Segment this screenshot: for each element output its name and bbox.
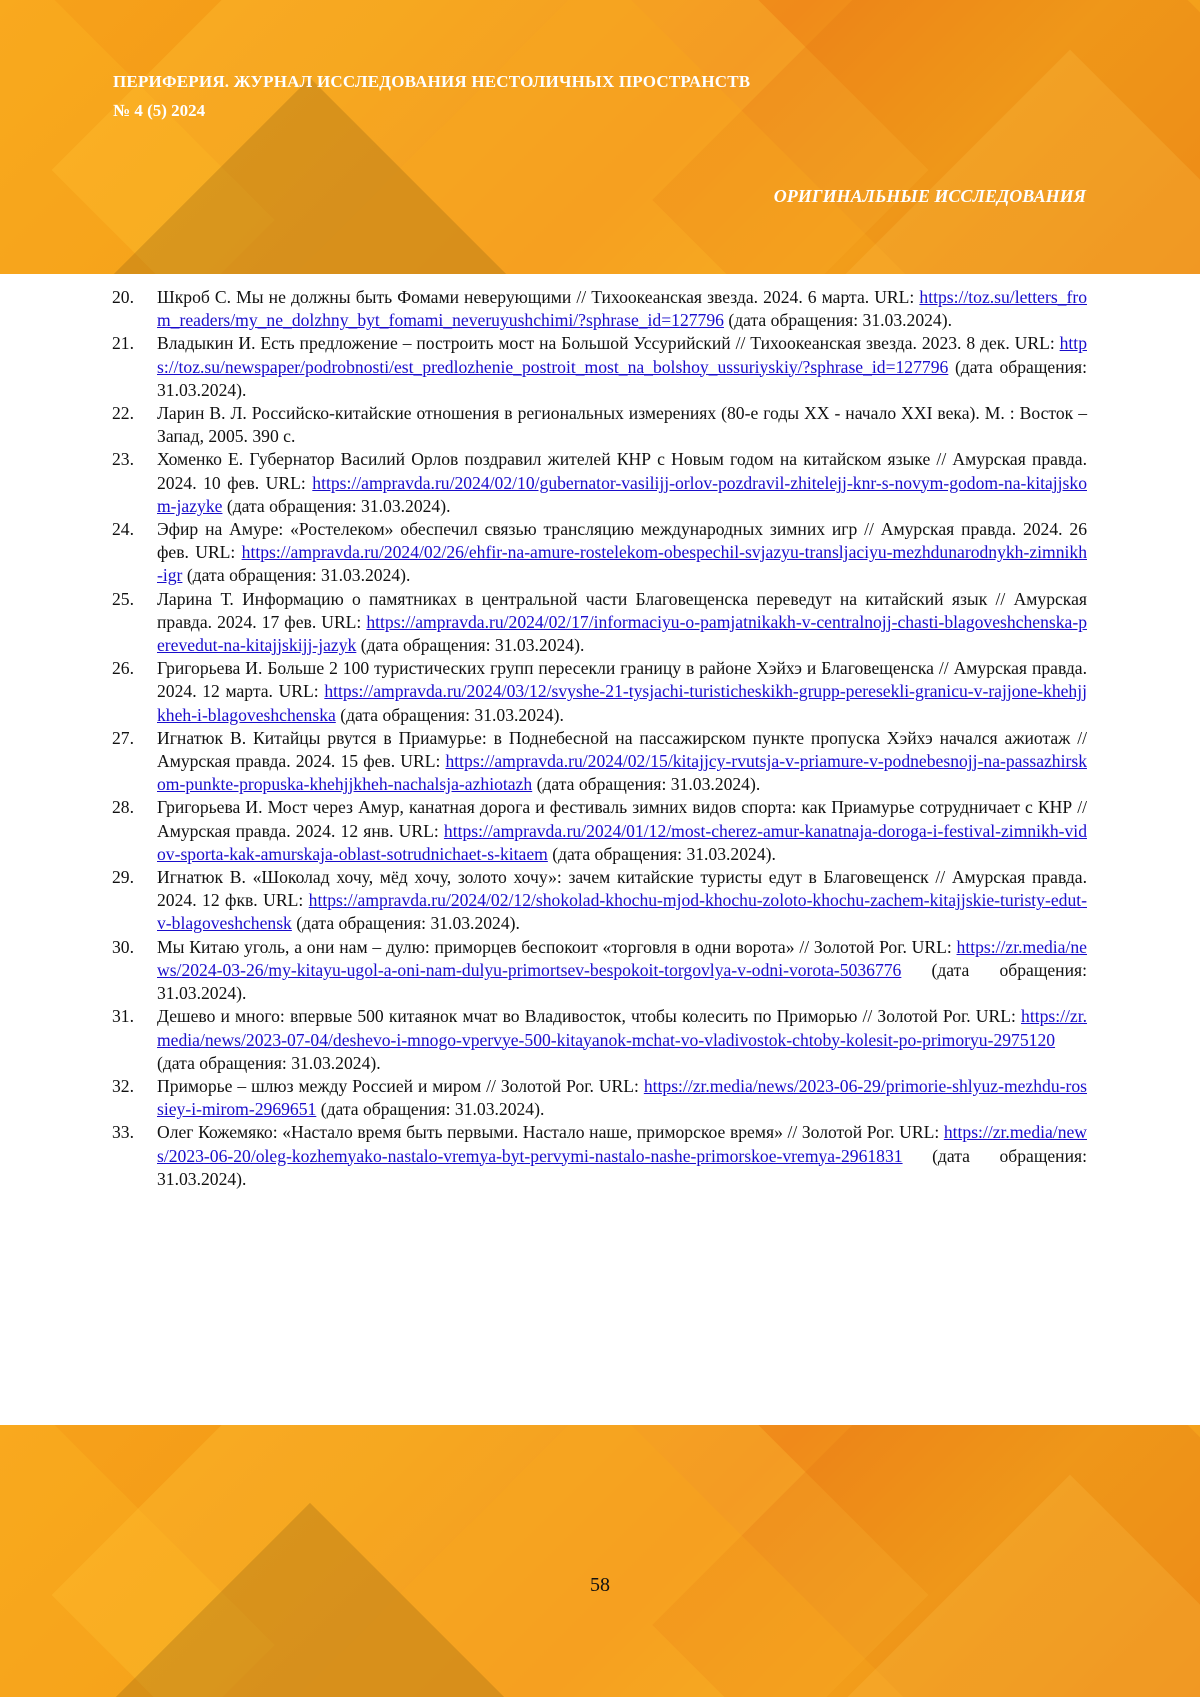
reference-access-date: (дата обращения: 31.03.2024). <box>157 356 1087 400</box>
reference-number: 32. <box>112 1075 134 1096</box>
reference-item <box>112 588 1087 658</box>
reference-access-date: (дата обращения: 31.03.2024). <box>552 843 776 864</box>
reference-item <box>112 518 1087 588</box>
reference-item <box>112 657 1087 727</box>
reference-access-date: (дата обращения: 31.03.2024). <box>186 565 411 586</box>
reference-list <box>112 286 1087 1191</box>
reference-access-date: (дата обращения: 31.03.2024). <box>728 310 952 331</box>
reference-link[interactable]: https://zr.media/news/2023-06-29/primorie-shlyuz-mezhdu-rossiey-i-mirom-2969651 <box>157 1075 1087 1120</box>
reference-text: Хоменко Е. Губернатор Василий Орлов поздравил жителей КНР с Новым годом на китайском языке // Амурская правда. 2024. 10 фев. URL: <box>157 449 1087 493</box>
reference-item <box>112 402 1087 448</box>
header-banner <box>0 0 1200 274</box>
reference-item <box>112 866 1087 936</box>
reference-number: 30. <box>112 936 134 957</box>
reference-link[interactable]: https://ampravda.ru/2024/02/17/informaciyu-o-pamjatnikakh-v-centralnojj-chasti-blagoveshchenska-perevedut-na-kitajjskijj-jazyk <box>157 611 1087 656</box>
reference-link[interactable]: https://ampravda.ru/2024/02/26/ehfir-na-amure-rostelekom-obespechil-svjazyu-transljaciyu-mezhdunarodnykh-zimnikh-igr <box>157 542 1087 586</box>
reference-item <box>112 1005 1087 1075</box>
reference-item <box>112 1121 1087 1191</box>
reference-item <box>112 1075 1087 1121</box>
reference-number: 21. <box>112 333 134 354</box>
reference-link[interactable]: https://zr.media/news/2024-03-26/my-kitayu-ugol-a-oni-nam-dulyu-primortsev-bespokoit-torgovlya-v-odni-vorota-5036776 <box>157 936 1087 980</box>
reference-number: 25. <box>112 588 134 609</box>
reference-item <box>112 796 1087 866</box>
reference-link[interactable]: https://zr.media/news/2023-07-04/deshevo-i-mnogo-vpervye-500-kitayanok-mchat-vo-vladivostok-chtoby-kolesit-po-primoryu-2975120 <box>157 1006 1087 1050</box>
reference-link[interactable]: https://ampravda.ru/2024/02/12/shokolad-khochu-mjod-khochu-zoloto-khochu-zachem-kitajjskie-turisty-edut-v-blagoveshchensk <box>157 890 1087 934</box>
reference-text: Игнатюк В. Китайцы рвутся в Приамурье: в Поднебесной на пассажирском пункте пропуска Хэйхэ начался ажиотаж // Амурская правда. 2024. 15 фев. URL: <box>157 727 1087 772</box>
reference-number: 23. <box>112 449 134 470</box>
reference-access-date: (дата обращения: 31.03.2024). <box>226 495 451 516</box>
reference-text: Мы Китаю уголь, а они нам – дулю: приморцев беспокоит «торговля в одни ворота» // Золотой Рог. URL: <box>157 936 952 957</box>
reference-access-date: (дата обращения: 31.03.2024). <box>360 635 585 656</box>
page-number: 58 <box>590 1574 610 1596</box>
reference-access-date: (дата обращения: 31.03.2024). <box>340 704 564 725</box>
reference-number: 26. <box>112 658 134 679</box>
reference-link[interactable]: https://ampravda.ru/2024/03/12/svyshe-21-tysjachi-turisticheskikh-grupp-peresekli-granicu-v-rajjone-khehjjkheh-i-blagoveshchenska <box>157 681 1087 725</box>
reference-link[interactable]: https://zr.media/news/2023-06-20/oleg-kozhemyako-nastalo-vremya-byt-pervymi-nastalo-nashe-primorskoe-vremya-2961831 <box>157 1122 1088 1166</box>
reference-access-date: (дата обращения: 31.03.2024). <box>157 1052 381 1073</box>
reference-link[interactable]: https://ampravda.ru/2024/02/15/kitajjcy-rvutsja-v-priamure-v-podnebesnojj-na-passazhirskom-punkte-propuska-khehjjkheh-nachalsja-azhiotazh <box>157 751 1087 795</box>
reference-item <box>112 727 1087 797</box>
reference-text: Владыкин И. Есть предложение – построить мост на Большой Уссурийский // Тихоокеанская звезда. 2023. 8 дек. URL: <box>157 333 1055 354</box>
reference-text: Игнатюк В. «Шоколад хочу, мёд хочу, золото хочу»: зачем китайские туристы едут в Благовещенск // Амурская правда. 2024. 12 фкв. URL: <box>157 867 1087 911</box>
reference-number: 31. <box>112 1006 134 1027</box>
reference-link[interactable]: https://toz.su/letters_from_readers/my_ne_dolzhny_byt_fomami_neveruyushchimi/?sphrase_id=127796 <box>157 287 1087 331</box>
reference-item <box>112 332 1087 402</box>
reference-text: Эфир на Амуре: «Ростелеком» обеспечил связью трансляцию международных зимних игр // Амурская правда. 2024. 26 фев. URL: <box>157 519 1087 563</box>
reference-text: Ларина Т. Информацию о памятниках в центральной части Благовещенска переведут на китайский язык // Амурская правда. 2024. 17 фев. URL: <box>157 588 1087 632</box>
reference-link[interactable]: https://ampravda.ru/2024/02/10/gubernator-vasilijj-orlov-pozdravil-zhitelejj-knr-s-novym-godom-na-kitajjskom-jazyke <box>157 472 1087 516</box>
reference-access-date: (дата обращения: 31.03.2024). <box>157 959 1087 1004</box>
reference-item <box>112 936 1087 1006</box>
journal-title: ПЕРИФЕРИЯ. ЖУРНАЛ ИССЛЕДОВАНИЯ НЕСТОЛИЧНЫХ ПРОСТРАНСТВ <box>113 72 751 91</box>
footer-banner <box>0 1425 1200 1697</box>
reference-number: 24. <box>112 519 134 540</box>
reference-number: 33. <box>112 1122 134 1143</box>
section-title: ОРИГИНАЛЬНЫЕ ИССЛЕДОВАНИЯ <box>773 186 1086 206</box>
reference-number: 20. <box>112 287 134 307</box>
reference-access-date: (дата обращения: 31.03.2024). <box>536 774 761 795</box>
reference-item <box>112 286 1087 332</box>
reference-item <box>112 448 1087 518</box>
reference-text: Шкроб С. Мы не должны быть Фомами неверующими // Тихоокеанская звезда. 2024. 6 марта. URL: <box>157 287 915 307</box>
reference-number: 29. <box>112 867 134 888</box>
reference-access-date: (дата обращения: 31.03.2024). <box>296 913 520 934</box>
reference-access-date: (дата обращения: 31.03.2024). <box>157 1145 1087 1189</box>
reference-number: 22. <box>112 403 134 424</box>
issue-number: № 4 (5) 2024 <box>113 101 206 120</box>
reference-text: Приморье – шлюз между Россией и миром // Золотой Рог. URL: <box>157 1075 639 1096</box>
reference-text: Дешево и много: впервые 500 китаянок мчат во Владивосток, чтобы колесить по Приморью // Золотой Рог. URL: <box>157 1006 1016 1027</box>
reference-access-date: (дата обращения: 31.03.2024). <box>320 1099 545 1120</box>
reference-number: 28. <box>112 797 134 818</box>
reference-link[interactable]: https://toz.su/newspaper/podrobnosti/est_predlozhenie_postroit_most_na_bolshoy_ussuriyskiy/?sphrase_id=127796 <box>157 333 1087 377</box>
reference-text: Григорьева И. Мост через Амур, канатная дорога и фестиваль зимних видов спорта: как Приамурье сотрудничает с КНР // Амурская правда. 2024. 12 янв. URL: <box>157 797 1087 841</box>
reference-text: Ларин В. Л. Российско-китайские отношения в региональных измерениях (80-е годы XX - начало XXI века). М. : Восток – Запад, 2005. 390 с. <box>157 403 1087 447</box>
reference-text: Олег Кожемяко: «Настало время быть первыми. Настало наше, приморское время» // Золотой Рог. URL: <box>157 1122 940 1143</box>
reference-text: Григорьева И. Больше 2 100 туристических групп пересекли границу в районе Хэйхэ и Благовещенска // Амурская правда. 2024. 12 марта. URL: <box>157 658 1087 702</box>
reference-number: 27. <box>112 727 134 748</box>
reference-link[interactable]: https://ampravda.ru/2024/01/12/most-cherez-amur-kanatnaja-doroga-i-festival-zimnikh-vidov-sporta-kak-amurskaja-oblast-sotrudnichaet-s-kitaem <box>157 820 1087 864</box>
